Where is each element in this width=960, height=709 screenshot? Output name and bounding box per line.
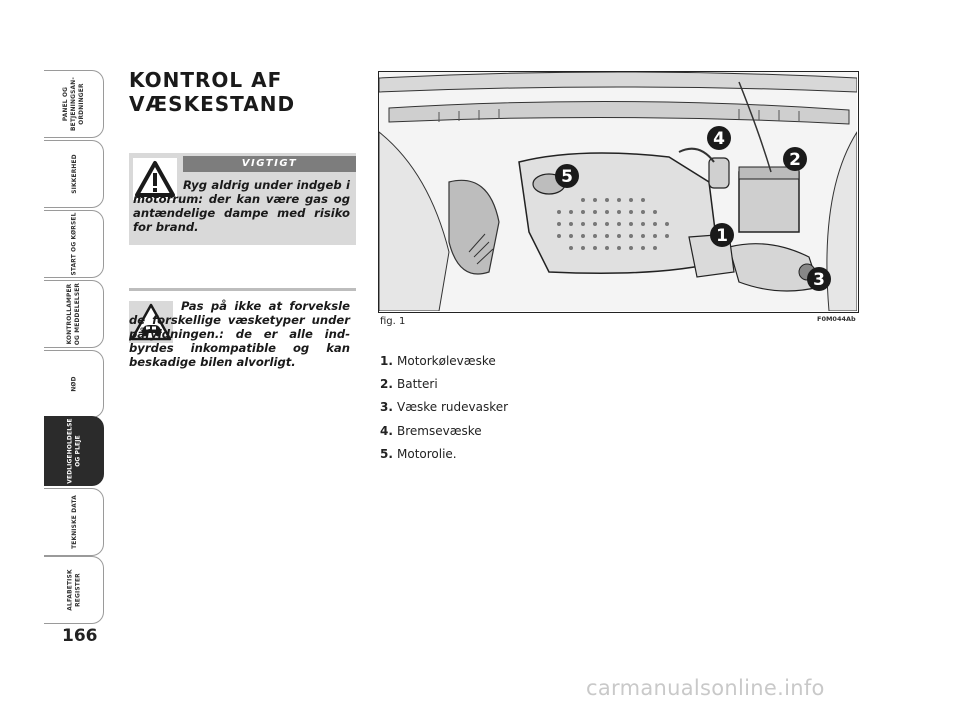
legend-item (380, 396, 508, 419)
legend-text: Motorolie. (397, 446, 457, 461)
tab-label: PANEL OG BETJENINGSAN- ORDNINGER (61, 76, 86, 132)
legend-text: Væske rudevasker (397, 400, 509, 415)
tab-label: START OG KØRSEL (69, 212, 78, 276)
warning-box (129, 153, 356, 245)
legend-number: 5. (380, 446, 393, 461)
callout-5 (555, 164, 579, 188)
callout-4-label: 4 (713, 129, 725, 149)
tab-tekniske-data[interactable] (44, 488, 104, 556)
tab-panel-og-betjening[interactable] (44, 70, 104, 138)
legend-item (380, 420, 508, 443)
callout-1 (710, 223, 734, 247)
callout-5-label: 5 (561, 167, 573, 187)
callout-2 (783, 147, 807, 171)
callout-3-label: 3 (813, 270, 825, 290)
page-title-line1: KONTROL AF (129, 68, 283, 92)
page-title (129, 68, 295, 116)
engine-bay-figure (378, 71, 859, 313)
callout-3 (807, 267, 831, 291)
legend-text: Batteri (397, 377, 438, 392)
watermark: carmanualsonline.info (586, 676, 825, 700)
tab-kontrollamper[interactable] (44, 280, 104, 348)
engine-bay-illustration (379, 72, 857, 311)
tab-start-og-korsel[interactable] (44, 210, 104, 278)
legend-text: Motorkølevæske (397, 354, 496, 368)
tab-label: NØD (69, 376, 78, 392)
tab-label: SIKKERHED (69, 154, 78, 194)
tab-vedligeholdelse[interactable] (44, 416, 104, 486)
callout-4 (707, 126, 731, 150)
note-box (129, 288, 356, 380)
legend-item (380, 373, 508, 396)
tab-label: VEDLIGEHOLDELSE OG PLEJE (65, 418, 82, 484)
legend-text: Bremsevæske (397, 423, 482, 438)
legend-item (380, 443, 508, 466)
tab-alfabetisk-register[interactable] (44, 556, 104, 624)
warning-banner: VIGTIGT (183, 156, 356, 172)
figure-label: fig. 1 (380, 316, 406, 327)
figure-legend (380, 350, 508, 466)
tab-nod[interactable] (44, 350, 104, 418)
warning-text: Ryg aldrig under indgeb i motorrum: der kan være gas og antændelige dampe med risiko for brand. (133, 178, 350, 234)
callout-1-label: 1 (716, 226, 728, 246)
callout-2-label: 2 (789, 150, 801, 170)
note-text: Pas på ikke at forveksle de forskellige væsketyper under påfyldningen.: de er alle ind-byrdes inkompatible og kan beskadige bilen alvorligt. (129, 299, 350, 369)
legend-number: 2. (380, 377, 393, 392)
tab-label: TEKNISKE DATA (69, 495, 78, 549)
page-number: 166 (62, 626, 98, 646)
tab-label: KONTROLLAMPER OG MEDDELELSER (65, 282, 82, 346)
legend-number: 4. (380, 423, 393, 438)
page-title-line2: VÆSKESTAND (129, 92, 296, 116)
tab-sikkerhed[interactable] (44, 140, 104, 208)
legend-number: 1. (380, 354, 393, 368)
legend-number: 3. (380, 400, 393, 415)
legend-item (380, 350, 508, 373)
tab-label: ALFABETISK REGISTER (65, 569, 82, 611)
figure-code: F0M044Ab (817, 315, 856, 323)
